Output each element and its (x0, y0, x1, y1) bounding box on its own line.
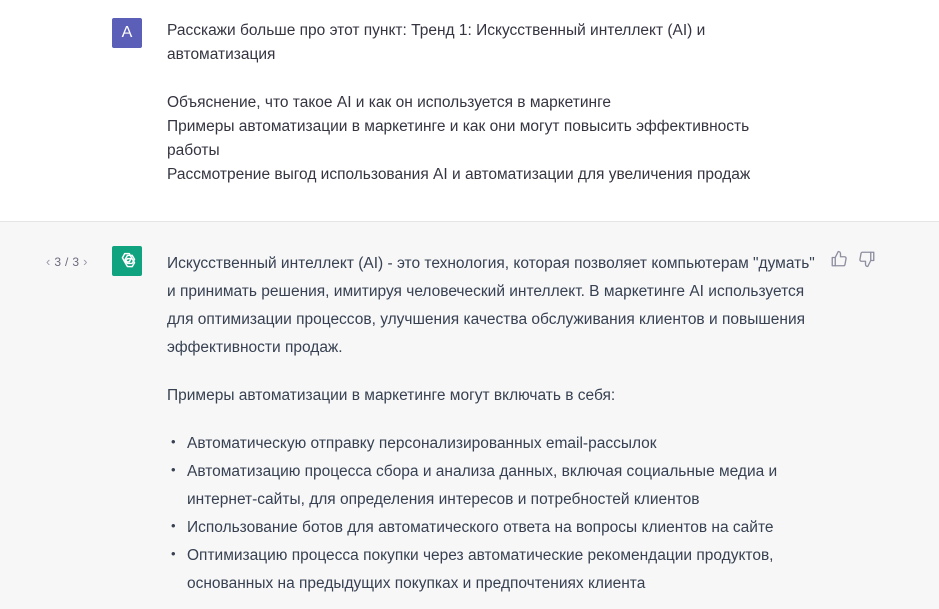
user-line-4: Примеры автоматизации в маркетинге и как они могут повысить эффективность (167, 118, 750, 135)
user-message (0, 0, 939, 222)
assistant-paragraph-2: Примеры автоматизации в маркетинге могут включать в себя: (167, 387, 616, 404)
user-line-2: автоматизация (167, 46, 276, 63)
openai-logo-icon (112, 246, 142, 276)
user-line-1: Расскажи больше про этот пункт: Тренд 1: Искусственный интеллект (AI) и (167, 22, 706, 39)
response-pager (46, 254, 87, 269)
automation-examples-list (167, 430, 827, 598)
pager-separator: / (65, 254, 69, 269)
assistant-paragraph-1: Искусственный интеллект (AI) - это технология, которая позволяет компьютерам "думать" и принимать решения, имитируя человеческий интеллект. В маркетинге AI используется для оптимизации процессов, улучшения качества обслуживания клиентов и повышения эффективности продаж. (167, 255, 815, 356)
user-line-5: работы (167, 142, 220, 159)
assistant-message (0, 222, 939, 609)
list-item: • Использование ботов для автоматического ответа на вопросы клиентов на сайте (187, 514, 827, 542)
user-avatar: A (112, 18, 142, 48)
chevron-right-icon[interactable]: › (83, 254, 88, 269)
thumbs-down-icon[interactable] (858, 250, 876, 268)
pager-current: 3 (54, 254, 62, 269)
thumbs-up-icon[interactable] (830, 250, 848, 268)
chevron-left-icon[interactable]: ‹ (46, 254, 51, 269)
list-item: • Автоматизацию процесса сбора и анализа данных, включая социальные медиа и интернет-сайты, для определения интересов и потребностей клиентов (187, 458, 827, 514)
user-message-text (167, 19, 787, 187)
user-line-6: Рассмотрение выгод использования AI и автоматизации для увеличения продаж (167, 166, 751, 183)
list-item: • Оптимизацию процесса покупки через автоматические рекомендации продуктов, основанных на предыдущих покупках и предпочтениях клиента (187, 542, 827, 598)
user-line-3: Объяснение, что такое AI и как он используется в маркетинге (167, 94, 612, 111)
assistant-message-text (167, 250, 827, 598)
list-item: • Автоматическую отправку персонализированных email-рассылок (187, 430, 827, 458)
feedback-buttons (830, 250, 876, 268)
pager-total: 3 (72, 254, 80, 269)
